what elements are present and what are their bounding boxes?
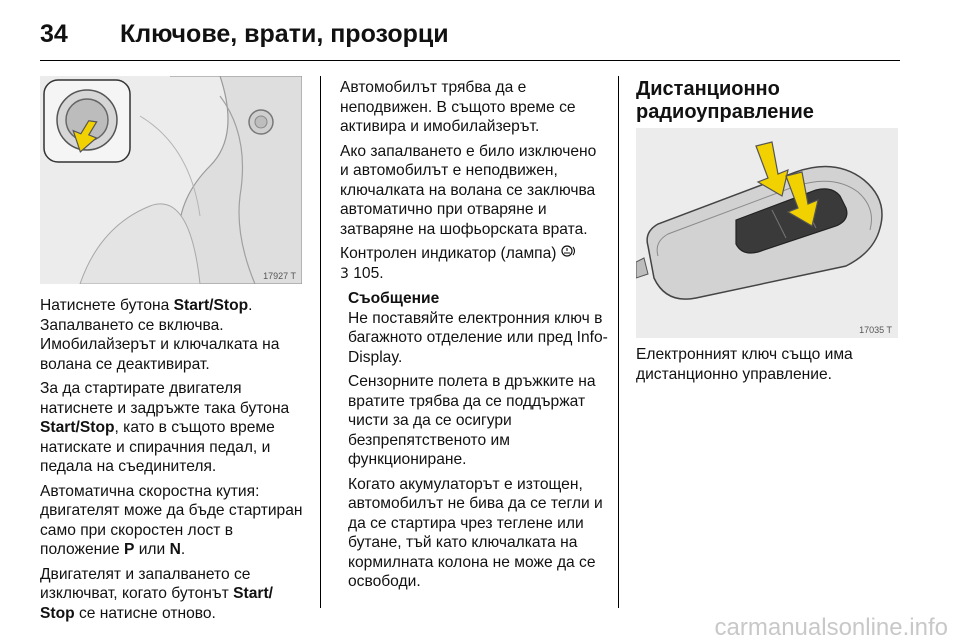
header-rule: [40, 60, 900, 61]
paragraph: Електронният ключ също има дистанционно управление.: [636, 346, 853, 383]
column-3: [636, 345, 906, 389]
bold-text: Start/Stop: [173, 297, 249, 314]
bold-text: Start/ Stop: [40, 585, 273, 622]
electronic-key-illustration: [636, 128, 898, 338]
column-divider: [320, 76, 321, 608]
paragraph: [40, 565, 310, 624]
note-block: [348, 289, 608, 592]
watermark: carmanualsonline.info: [714, 614, 948, 641]
paragraph: Ако запалването е било изключено и автомобилът е неподвижен, ключалката на волана се заключва автоматично при отваряне и затваряне на шофьорската врата.: [340, 142, 597, 238]
text: или: [134, 541, 170, 558]
section-heading: Дистанционно радиоуправление: [636, 78, 814, 123]
electronic-key-drawing: [636, 128, 898, 338]
ignition-button-illustration: [40, 76, 302, 284]
paragraph: [40, 296, 310, 374]
text: . Запалването се включва. Имобилайзерът и ключалката на волана се деактивират.: [40, 297, 280, 373]
steering-lock-icon: [561, 245, 577, 262]
text: Двигателят и запалването се изключват, когато бутонът: [40, 565, 251, 602]
text: се натисне отново.: [74, 604, 216, 622]
paragraph: Автомобилът трябва да е неподвижен. В същото време се активира и имобилайзерът.: [340, 79, 576, 135]
text: 105.: [348, 264, 384, 282]
note-paragraph: Не поставяйте електронния ключ в багажното отделение или пред Info-Display.: [348, 309, 608, 366]
paragraph: [40, 482, 310, 560]
text: Автоматична скоростна кутия: двигателят може да бъде стартиран само при скоростен лост в положение: [40, 482, 303, 558]
note-paragraph: Сензорните полета в дръжките на вратите трябва да се поддържат чисти за да се осигури безпрепятственото им функциониране.: [348, 373, 596, 468]
image-code: 17035 T: [859, 325, 892, 335]
page-header: [40, 14, 449, 54]
bold-text: P: [123, 541, 135, 558]
ignition-button-drawing: [40, 76, 302, 284]
column-divider: [618, 76, 619, 608]
note-title: Съобщение: [348, 290, 440, 307]
note-paragraph: Когато акумулаторът е изтощен, автомобилът не бива да се тегли и да се стартира чрез теглене или бутане, тъй като ключалката на кормилната колона не може да се освободи.: [348, 475, 603, 590]
text: За да стартирате двигателя натиснете и задръжте така бутона: [40, 380, 290, 417]
text: Контролен индикатор (лампа): [340, 245, 561, 262]
image-code: 17927 T: [263, 271, 296, 281]
page-title: Ключове, врати, прозорци: [120, 19, 449, 48]
text: Натиснете бутона: [40, 297, 174, 314]
text: .: [180, 541, 186, 558]
paragraph: [340, 244, 608, 284]
column-1: [40, 296, 310, 628]
page-number: 34: [40, 19, 68, 48]
bold-text: Start/Stop: [40, 419, 115, 436]
text: , като в същото време натискате и спирачния педал, и педала на съединителя.: [40, 419, 275, 475]
paragraph: [40, 379, 310, 477]
page-reference-icon: 3: [340, 265, 349, 282]
column-2: [340, 78, 608, 597]
bold-text: N: [169, 541, 181, 558]
